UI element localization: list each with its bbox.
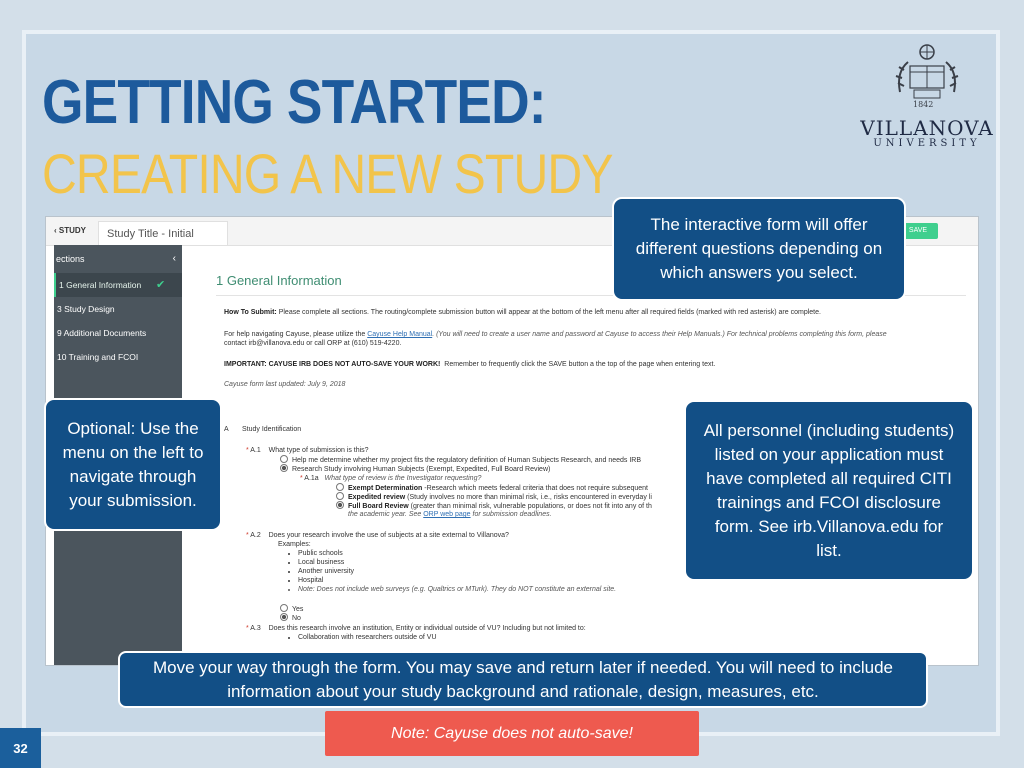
a2-examples-label: Examples: [278, 541, 311, 548]
radio-button-selected[interactable] [280, 464, 288, 472]
how-to-submit: How To Submit: Please complete all sections. The routing/complete submission button will appear at the bottom of the left menu after all required fields (marked with red asterisk) are complete. [224, 309, 821, 316]
a2-examples-list [288, 549, 616, 594]
collapse-chevron-icon[interactable]: ‹ [172, 253, 176, 264]
section-title: 1 General Information [216, 273, 342, 288]
form-updated-date: Cayuse form last updated: July 9, 2018 [224, 381, 346, 388]
list-item: • Collaboration with researchers outside of VU [298, 633, 437, 642]
question-a3: * A.3 Does this research involve an institution, Entity or individual outside of VU? Including but not limited to: [246, 625, 586, 632]
a1a-deadline-note: the academic year. See ORP web page for submission deadlines. [348, 511, 552, 518]
section-letter: A [224, 426, 229, 433]
back-to-study-link[interactable]: ‹ STUDY [54, 226, 87, 235]
list-item: • Local business [298, 558, 616, 567]
slide-subtitle: CREATING A NEW STUDY [42, 142, 613, 205]
required-asterisk: * [246, 447, 249, 454]
a3-list [288, 633, 437, 642]
callout-personnel-training: All personnel (including students) listed on your application must have completed all required CITI trainings and FCOI disclosure form. See irb.Villanova.edu for list. [684, 400, 974, 581]
page-number: 32 [0, 728, 41, 768]
check-icon: ✔ [156, 279, 166, 291]
list-item: • Public schools [298, 549, 616, 558]
callout-menu-navigation: Optional: Use the menu on the left to navigate through your submission. [44, 398, 222, 531]
logo-wordmark: VILLANOVA [860, 116, 994, 140]
a2-option-yes[interactable]: Yes [280, 604, 303, 614]
help-contact: contact irb@villanova.edu or call ORP at (610) 519-4220. [224, 340, 402, 347]
a1a-option-expedited[interactable]: Expedited review (Study involves no more than minimal risk, i.e., risks encountered in everyday li [336, 492, 652, 502]
radio-button[interactable] [336, 492, 344, 500]
question-a2: * A.2 Does your research involve the use of subjects at a site external to Villanova? [246, 532, 509, 539]
callout-interactive-form: The interactive form will offer different questions depending on which answers you select. [612, 197, 906, 301]
callout-move-through-form: Move your way through the form. You may save and return later if needed. You will need to include information about your study background and rationale, design, measures, etc. [118, 651, 928, 708]
auto-save-note: Note: Cayuse does not auto-save! [325, 711, 699, 756]
slide-title: GETTING STARTED: [42, 68, 546, 137]
sidebar-item-study-design[interactable]: 3 Study Design [57, 304, 115, 314]
sidebar-item-training-fcoi[interactable]: 10 Training and FCOI [57, 352, 139, 362]
sidebar-header[interactable]: ections ‹ [54, 249, 182, 269]
seal-year: 1842 [913, 100, 934, 109]
list-item: • Another university [298, 567, 616, 576]
question-a1: * A.1 What type of submission is this? [246, 447, 369, 454]
section-name: Study Identification [242, 426, 302, 433]
radio-button[interactable] [336, 483, 344, 491]
radio-button[interactable] [280, 455, 288, 463]
radio-button-selected[interactable] [336, 501, 344, 509]
logo-university: UNIVERSITY [873, 138, 981, 149]
a1-option-determine[interactable]: Help me determine whether my project fits the regulatory definition of Human Subjects Research, and needs IRB [280, 455, 641, 465]
a1a-option-exempt[interactable]: Exempt Determination -Research which meets federal criteria that does not require subsequent [336, 483, 648, 493]
sidebar-item-additional-documents[interactable]: 9 Additional Documents [57, 328, 147, 338]
a1a-option-full-board[interactable]: Full Board Review (greater than minimal risk, vulnerable populations, or does not fit into any of th [336, 501, 652, 511]
list-item: • Note: Does not include web surveys (e.g. Qualtrics or MTurk). They do NOT constitute an external site. [298, 585, 616, 594]
save-button[interactable]: SAVE [898, 223, 938, 239]
a2-option-no[interactable]: No [280, 613, 301, 623]
sidebar-item-general-information[interactable]: 1 General Information ✔ [54, 273, 182, 297]
question-a1a: * A.1a What type of review is the Investigator requesting? [300, 475, 482, 482]
orp-web-page-link[interactable]: ORP web page [423, 511, 471, 518]
help-text: For help navigating Cayuse, please utilize the Cayuse Help Manual. (You will need to create a user name and password at Cayuse to access their Help Manuals.) For technical problems completing this form, please [224, 331, 887, 338]
cayuse-help-manual-link[interactable]: Cayuse Help Manual [367, 331, 433, 338]
villanova-logo [860, 42, 994, 152]
important-notice: IMPORTANT: CAYUSE IRB DOES NOT AUTO-SAVE YOUR WORK! Remember to frequently click the SAVE button a the top of the page when entering text. [224, 361, 716, 368]
list-item: • Hospital [298, 576, 616, 585]
chevron-left-icon: ‹ [54, 226, 57, 235]
study-title-tab[interactable]: Study Title - Initial [98, 221, 228, 245]
radio-button-selected[interactable] [280, 613, 288, 621]
a1-option-research-study[interactable]: Research Study involving Human Subjects (Exempt, Expedited, Full Board Review) [280, 464, 550, 474]
radio-button[interactable] [280, 604, 288, 612]
